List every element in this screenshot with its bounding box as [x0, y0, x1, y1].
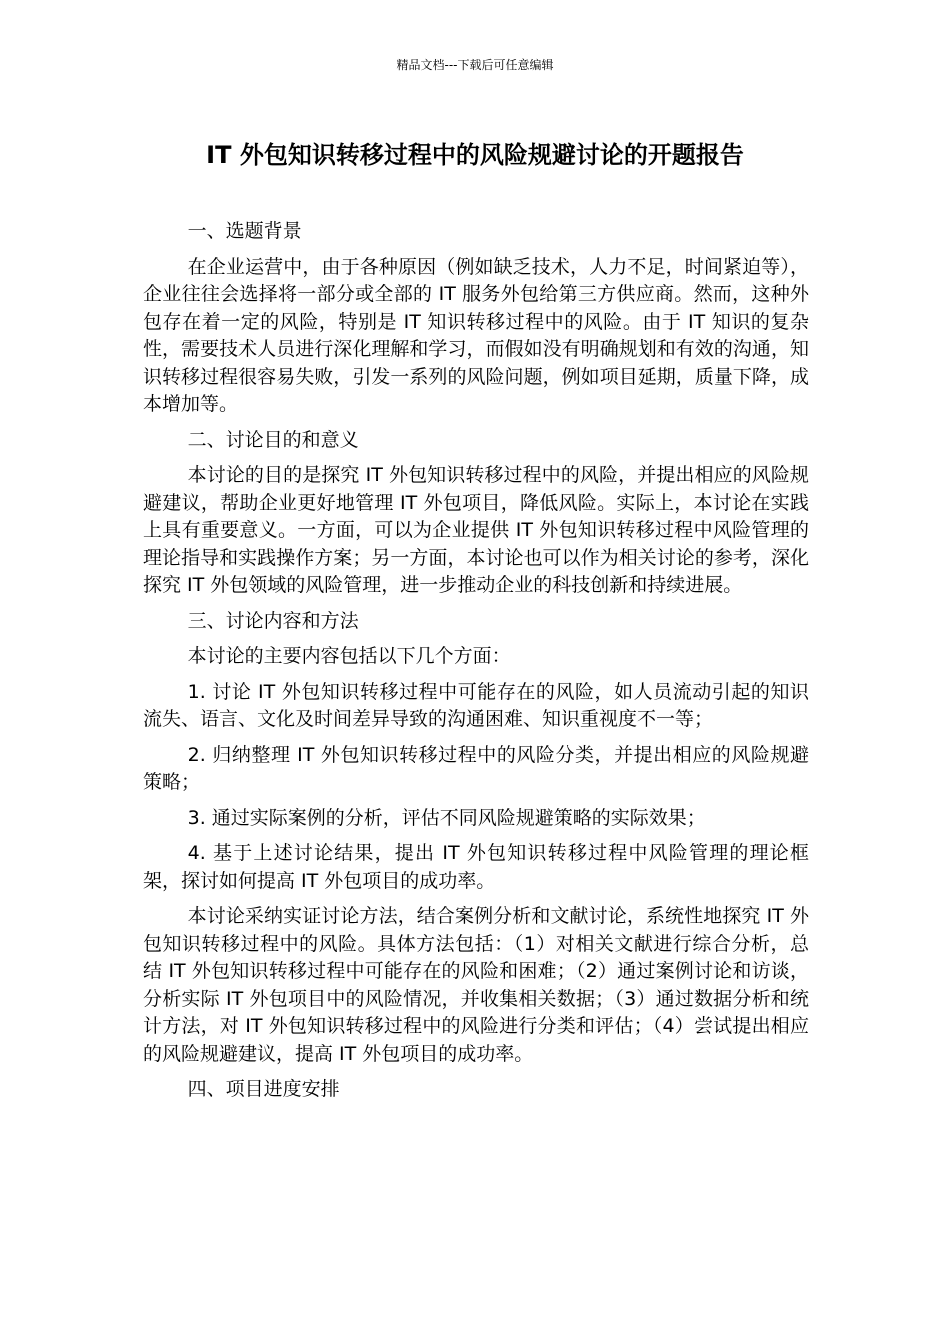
list-item-1: 1. 讨论 IT 外包知识转移过程中可能存在的风险，如人员流动引起的知识流失、语言、文化及时间差异导致的沟通困难、知识重视度不一等；: [143, 680, 809, 730]
paragraph-background: 在企业运营中，由于各种原因（例如缺乏技术，人力不足，时间紧迫等），企业往往会选择将一部分或全部的 IT 服务外包给第三方供应商。然而，这种外包存在着一定的风险，特别是 IT 知识转移过程中的风险。由于 IT 知识的复杂性，需要技术人员进行深化理解和学习，而假如没有明确规划和有效的沟通，知识转移过程很容易失败，引发一系列的风险问题，例如项目延期，质量下降，成本增加等。: [143, 255, 809, 415]
section-heading-purpose: 二、讨论目的和意义: [187, 428, 359, 451]
document-body: [143, 218, 809, 1104]
document-title: IT 外包知识转移过程中的风险规避讨论的开题报告: [206, 141, 744, 169]
paragraph-method: 本讨论采纳实证讨论方法，结合案例分析和文献讨论，系统性地探究 IT 外包知识转移过程中的风险。具体方法包括：（1）对相关文献进行综合分析，总结 IT 外包知识转移过程中可能存在的风险和困难；（2）通过案例讨论和访谈，分析实际 IT 外包项目中的风险情况，并收集相关数据；（3）通过数据分析和统计方法，对 IT 外包知识转移过程中的风险进行分类和评估；（4）尝试提出相应的风险规避建议，提高 IT 外包项目的成功率。: [143, 905, 809, 1065]
paragraph-content-intro: 本讨论的主要内容包括以下几个方面：: [187, 645, 511, 667]
paragraph-purpose: 本讨论的目的是探究 IT 外包知识转移过程中的风险，并提出相应的风险规避建议，帮助企业更好地管理 IT 外包项目，降低风险。实际上，本讨论在实践上具有重要意义。一方面，可以为企业提供 IT 外包知识转移过程中风险管理的理论指导和实践操作方案；另一方面，本讨论也可以作为相关讨论的参考，深化探究 IT 外包领域的风险管理，进一步推动企业的科技创新和持续进展。: [143, 464, 809, 596]
header-note: 精品文档---下载后可任意编辑: [396, 58, 554, 72]
list-item-2: 2. 归纳整理 IT 外包知识转移过程中的风险分类，并提出相应的风险规避策略；: [143, 743, 809, 793]
section-heading-content-method: 三、讨论内容和方法: [187, 609, 359, 632]
section-heading-schedule: 四、项目进度安排: [187, 1078, 340, 1100]
section-heading-background: 一、选题背景: [187, 220, 302, 242]
list-item-3: 3. 通过实际案例的分析，评估不同风险规避策略的实际效果；: [187, 806, 706, 829]
list-item-4: 4. 基于上述讨论结果，提出 IT 外包知识转移过程中风险管理的理论框架，探讨如何提高 IT 外包项目的成功率。: [143, 842, 809, 892]
